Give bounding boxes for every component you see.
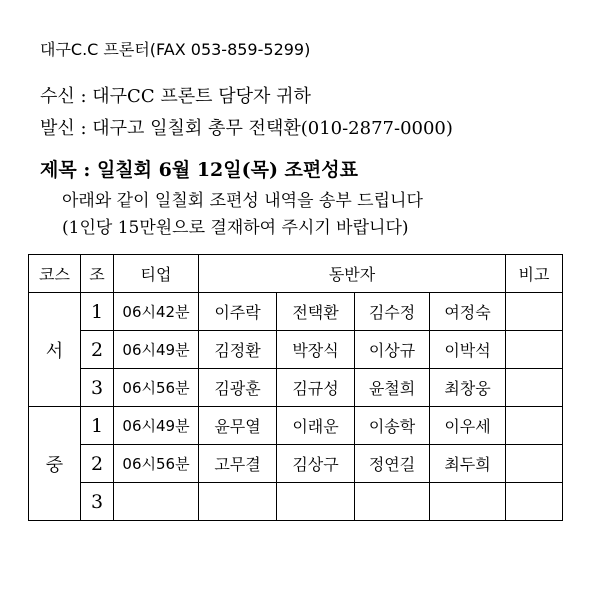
player-cell: 여정숙 [430, 293, 506, 331]
group-number: 3 [81, 483, 114, 521]
course-cell-west: 서 [29, 293, 81, 407]
tee-time: 06시49분 [114, 331, 199, 369]
player-cell: 이박석 [430, 331, 506, 369]
player-cell: 김상구 [277, 445, 355, 483]
player-cell: 윤철희 [355, 369, 430, 407]
note-header: 비고 [506, 255, 563, 293]
player-cell: 고무결 [199, 445, 277, 483]
note-cell [506, 483, 563, 521]
player-cell [355, 483, 430, 521]
group-number: 2 [81, 331, 114, 369]
player-cell [277, 483, 355, 521]
tee-time: 06시56분 [114, 445, 199, 483]
tee-time-header: 티업 [114, 255, 199, 293]
tee-time: 06시42분 [114, 293, 199, 331]
group-number: 2 [81, 445, 114, 483]
group-header: 조 [81, 255, 114, 293]
player-cell: 전택환 [277, 293, 355, 331]
tee-time [114, 483, 199, 521]
group-number: 1 [81, 407, 114, 445]
note-cell [506, 445, 563, 483]
sender-line: 발신 : 대구고 일칠회 총무 전택환(010-2877-0000) [40, 118, 453, 139]
body-text-line-1: 아래와 같이 일칠회 조편성 내역을 송부 드립니다 [62, 191, 423, 211]
note-cell [506, 407, 563, 445]
group-number: 3 [81, 369, 114, 407]
subject-line: 제목 : 일칠회 6월 12일(목) 조편성표 [40, 159, 358, 181]
player-cell: 김수정 [355, 293, 430, 331]
player-cell: 최창웅 [430, 369, 506, 407]
recipient-line: 수신 : 대구CC 프론트 담당자 귀하 [40, 86, 311, 107]
group-schedule-table [28, 254, 563, 521]
player-cell: 김광훈 [199, 369, 277, 407]
player-cell: 박장식 [277, 331, 355, 369]
tee-time: 06시56분 [114, 369, 199, 407]
table-header-row [29, 255, 563, 293]
player-cell: 최두희 [430, 445, 506, 483]
table-row [29, 407, 563, 445]
player-cell: 이주락 [199, 293, 277, 331]
player-cell: 김정환 [199, 331, 277, 369]
player-cell: 정연길 [355, 445, 430, 483]
table-row [29, 331, 563, 369]
player-cell: 이상규 [355, 331, 430, 369]
partners-header: 동반자 [199, 255, 506, 293]
table-row [29, 445, 563, 483]
tee-time: 06시49분 [114, 407, 199, 445]
table-row [29, 483, 563, 521]
course-header: 코스 [29, 255, 81, 293]
course-cell-middle: 중 [29, 407, 81, 521]
group-number: 1 [81, 293, 114, 331]
note-cell [506, 331, 563, 369]
player-cell: 김규성 [277, 369, 355, 407]
table-row [29, 369, 563, 407]
player-cell: 이송학 [355, 407, 430, 445]
player-cell [430, 483, 506, 521]
body-text-line-2: (1인당 15만원으로 결재하여 주시기 바랍니다) [62, 218, 409, 238]
player-cell: 윤무열 [199, 407, 277, 445]
fax-header: 대구C.C 프론터(FAX 053-859-5299) [40, 40, 311, 59]
table-row [29, 293, 563, 331]
player-cell: 이래운 [277, 407, 355, 445]
player-cell: 이우세 [430, 407, 506, 445]
note-cell [506, 369, 563, 407]
note-cell [506, 293, 563, 331]
player-cell [199, 483, 277, 521]
